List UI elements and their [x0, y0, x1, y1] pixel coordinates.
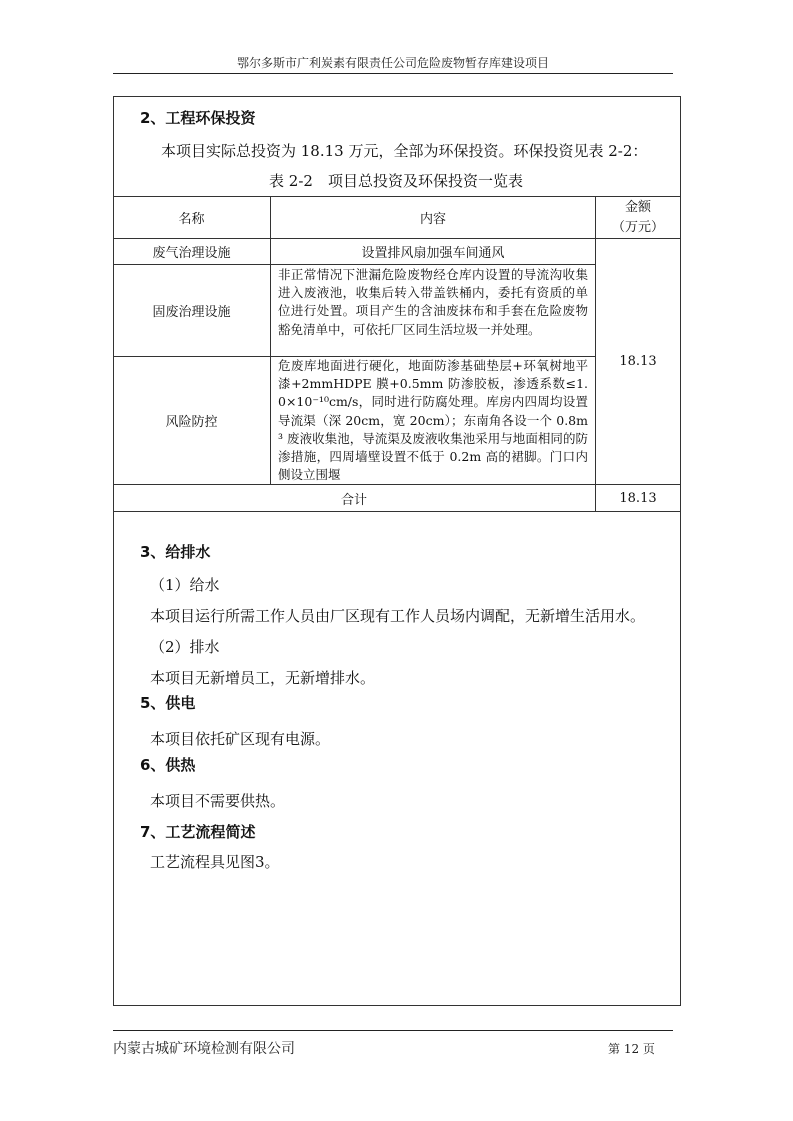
table-row-name: 固废治理设施 — [152, 305, 231, 320]
table-total-value: 18.13 — [619, 490, 657, 506]
header-divider — [113, 73, 673, 74]
footer-company: 内蒙古城矿环境检测有限公司 — [113, 1041, 295, 1057]
section-3-title: 3、给排水 — [140, 543, 211, 561]
table-row-content: 危废库地面进行硬化，地面防渗基础垫层+环氧树地平漆+2mmHDPE 膜+0.5mm 防渗胶板，渗透系数≤1.0×10⁻¹⁰cm/s，同时进行防腐处理。库房内四周均设置导流渠（深 20cm，宽 20cm）；东南角各设一个 0.8m³ 废液收集池，导流渠及废液收集池采用与地面相同的防渗措施，四周墙壁设置不低于 0.2m 高的裙脚。门口内侧设立围堰 — [278, 358, 588, 483]
section-5-title: 5、供电 — [140, 694, 196, 712]
table-row-name: 废气治理设施 — [152, 246, 231, 261]
section-2-title: 2、工程环保投资 — [140, 109, 256, 127]
section-3-sub2-title: （2）排水 — [150, 638, 220, 656]
section-3-sub2-text: 本项目无新增员工，无新增排水。 — [150, 669, 376, 687]
section-5-text: 本项目依托矿区现有电源。 — [150, 730, 331, 748]
table-caption: 表 2-2 项目总投资及环保投资一览表 — [269, 172, 523, 190]
section-3-sub1-text: 本项目运行所需工作人员由厂区现有工作人员场内调配，无新增生活用水。 — [150, 607, 646, 625]
table-header-content: 内容 — [419, 212, 446, 227]
footer-page-number: 第 12 页 — [608, 1042, 655, 1056]
table-header-amount-line1: 金额 — [624, 199, 651, 215]
section-2-paragraph: 本项目实际总投资为 18.13 万元，全部为环保投资。环保投资见表 2-2： — [161, 142, 648, 160]
page-header: 鄂尔多斯市广利炭素有限责任公司危险废物暂存库建设项目 — [236, 56, 549, 70]
table-row-content: 设置排风扇加强车间通风 — [361, 246, 505, 261]
table-row-content: 非正常情况下泄漏危险废物经仓库内设置的导流沟收集进入废液池，收集后转入带盖铁桶内，委托有资质的单位进行处置。项目产生的含油废抹布和手套在危险废物豁免清单中，可依托厂区同生活垃圾一并处理。 — [278, 267, 588, 337]
section-7-title: 7、工艺流程简述 — [140, 823, 256, 841]
section-7-text: 工艺流程具见图3。 — [150, 853, 280, 871]
table-header-amount-line2: （万元） — [611, 219, 664, 235]
footer-divider — [113, 1030, 673, 1031]
table-row-name: 风险防控 — [165, 415, 218, 430]
section-6-text: 本项目不需要供热。 — [150, 792, 286, 810]
table-bottom-border — [113, 511, 680, 512]
table-total-label: 合计 — [340, 492, 367, 508]
section-6-title: 6、供热 — [140, 756, 196, 774]
table-merged-amount: 18.13 — [619, 354, 657, 369]
section-3-sub1-title: （1）给水 — [150, 576, 220, 594]
table-header-amount — [596, 197, 680, 238]
table-header-name: 名称 — [178, 212, 205, 227]
